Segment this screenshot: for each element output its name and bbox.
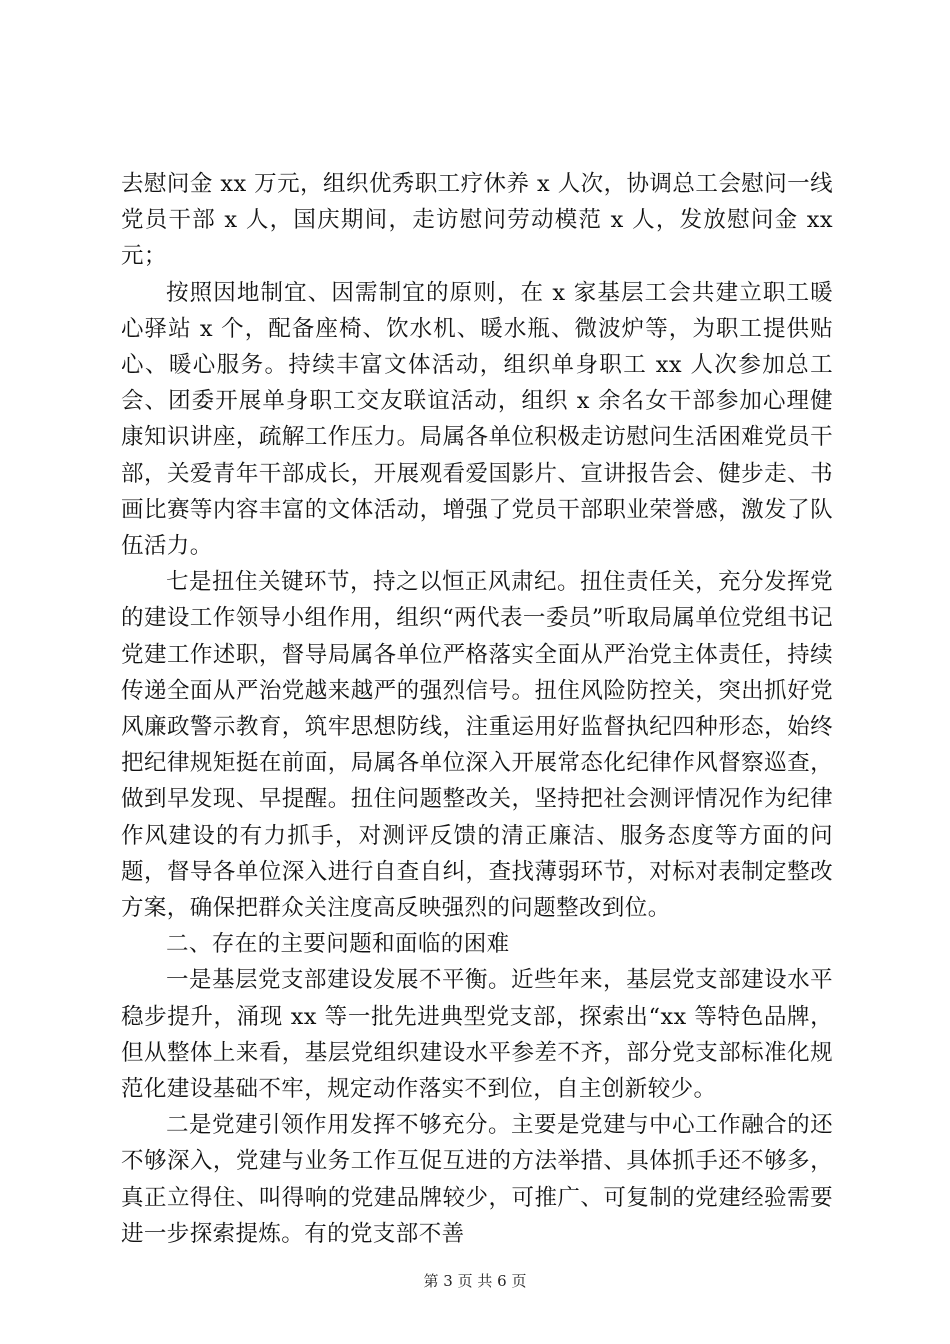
page-number-footer: 第 3 页 共 6 页 [423, 1272, 527, 1290]
paragraph-6: 二是党建引领作用发挥不够充分。主要是党建与中心工作融合的还不够深入，党建与业务工作互促互进的方法举措、具体抓手还不够多，真正立得住、叫得响的党建品牌较少，可推广、可复制的党建经验需要进一步探索提炼。有的党支部不善 [121, 1112, 833, 1247]
document-body [121, 166, 833, 1252]
paragraph-2: 按照因地制宜、因需制宜的原则，在 x 家基层工会共建立职工暖心驿站 x 个，配备座椅、饮水机、暖水瓶、微波炉等，为职工提供贴心、暖心服务。持续丰富文体活动，组织单身职工 xx 人次参加总工会、团委开展单身职工交友联谊活动，组织 x 余名女干部参加心理健康知识讲座，疏解工作压力。局属各单位积极走访慰问生活困难党员干部，关爱青年干部成长，开展观看爱国影片、宣讲报告会、健步走、书画比赛等内容丰富的文体活动，增强了党员干部职业荣誉感，激发了队伍活力。 [121, 279, 833, 560]
paragraph-3: 七是扭住关键环节，持之以恒正风肃纪。扭住责任关，充分发挥党的建设工作领导小组作用，组织“两代表一委员”听取局属单位党组书记党建工作述职，督导局属各单位严格落实全面从严治党主体责任，持续传递全面从严治党越来越严的强烈信号。扭住风险防控关，突出抓好党风廉政警示教育，筑牢思想防线，注重运用好监督执纪四种形态，始终把纪律规矩挺在前面，局属各单位深入开展常态化纪律作风督察巡查，做到早发现、早提醒。扭住问题整改关，坚持把社会测评情况作为纪律作风建设的有力抓手，对测评反馈的清正廉洁、服务态度等方面的问题，督导各单位深入进行自查自纠，查找薄弱环节，对标对表制定整改方案，确保把群众关注度高反映强烈的问题整改到位。 [121, 569, 833, 922]
paragraph-1: 去慰问金 xx 万元，组织优秀职工疗休养 x 人次，协调总工会慰问一线党员干部 x 人，国庆期间，走访慰问劳动模范 x 人，发放慰问金 xx 元； [121, 171, 833, 270]
paragraph-5: 一是基层党支部建设发展不平衡。近些年来，基层党支部建设水平稳步提升，涌现 xx 等一批先进典型党支部，探索出“xx 等特色品牌，但从整体上来看，基层党组织建设水平参差不齐，部分党支部标准化规范化建设基础不牢，规定动作落实不到位，自主创新较少。 [121, 967, 833, 1103]
section-heading-problems: 二、存在的主要问题和面临的困难 [166, 931, 510, 958]
